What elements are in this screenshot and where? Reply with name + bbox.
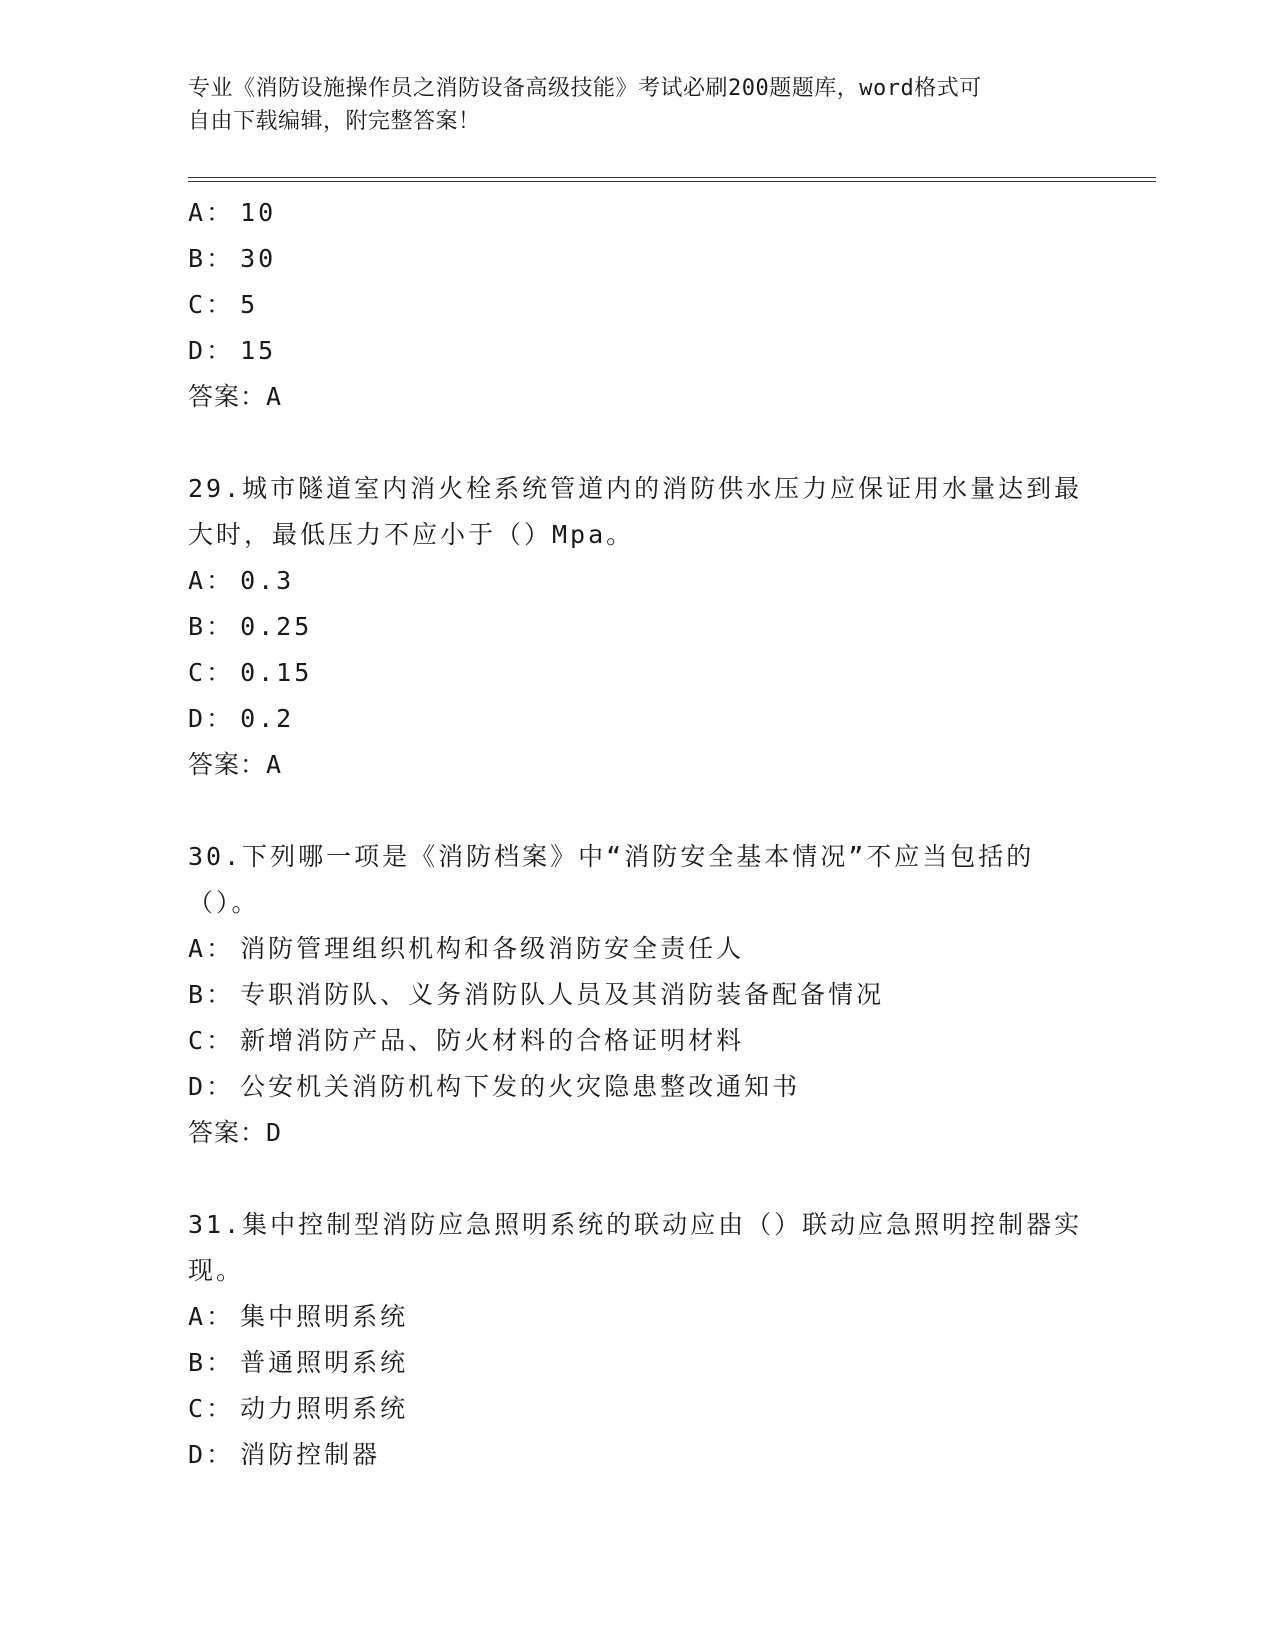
answer-line: 答案：D bbox=[188, 1118, 283, 1147]
question-stem: 29.城市隧道室内消火栓系统管道内的消防供水压力应保证用水量达到最大时，最低压力不应小于（）Mpa。 bbox=[188, 474, 1083, 549]
option-c: C： 动力照明系统 bbox=[188, 1394, 409, 1423]
question-block bbox=[188, 466, 1088, 788]
answer-line: 答案：A bbox=[188, 750, 283, 779]
question-stem: 31.集中控制型消防应急照明系统的联动应由（）联动应急照明控制器实现。 bbox=[188, 1210, 1083, 1285]
header-divider bbox=[188, 177, 1156, 182]
question-block bbox=[188, 1202, 1088, 1478]
spacer bbox=[188, 788, 1088, 834]
option-c: C： 5 bbox=[188, 290, 259, 319]
spacer bbox=[188, 420, 1088, 466]
answer-line: 答案：A bbox=[188, 382, 283, 411]
question-block bbox=[188, 834, 1088, 1156]
option-d: D： 消防控制器 bbox=[188, 1440, 381, 1469]
option-b: B： 30 bbox=[188, 244, 277, 273]
option-c: C： 新增消防产品、防火材料的合格证明材料 bbox=[188, 1026, 745, 1055]
header-title-line-1: 专业《消防设施操作员之消防设备高级技能》考试必刷200题题库，word格式可 bbox=[188, 76, 982, 101]
option-b: B： 普通照明系统 bbox=[188, 1348, 409, 1377]
option-a: A： 消防管理组织机构和各级消防安全责任人 bbox=[188, 934, 745, 963]
option-a: A： 10 bbox=[188, 198, 277, 227]
option-b: B： 0.25 bbox=[188, 612, 313, 641]
option-a: A： 0.3 bbox=[188, 566, 295, 595]
option-d: D： 公安机关消防机构下发的火灾隐患整改通知书 bbox=[188, 1072, 801, 1101]
option-b: B： 专职消防队、义务消防队人员及其消防装备配备情况 bbox=[188, 980, 885, 1009]
question-block bbox=[188, 190, 1088, 420]
option-a: A： 集中照明系统 bbox=[188, 1302, 409, 1331]
option-d: D： 0.2 bbox=[188, 704, 295, 733]
spacer bbox=[188, 1156, 1088, 1202]
option-d: D： 15 bbox=[188, 336, 277, 365]
question-list bbox=[188, 190, 1088, 1478]
header-title-line-2: 自由下载编辑，附完整答案！ bbox=[188, 109, 481, 134]
document-header bbox=[188, 72, 1068, 138]
option-c: C： 0.15 bbox=[188, 658, 313, 687]
question-stem: 30.下列哪一项是《消防档案》中“消防安全基本情况”不应当包括的（）。 bbox=[188, 842, 1035, 917]
